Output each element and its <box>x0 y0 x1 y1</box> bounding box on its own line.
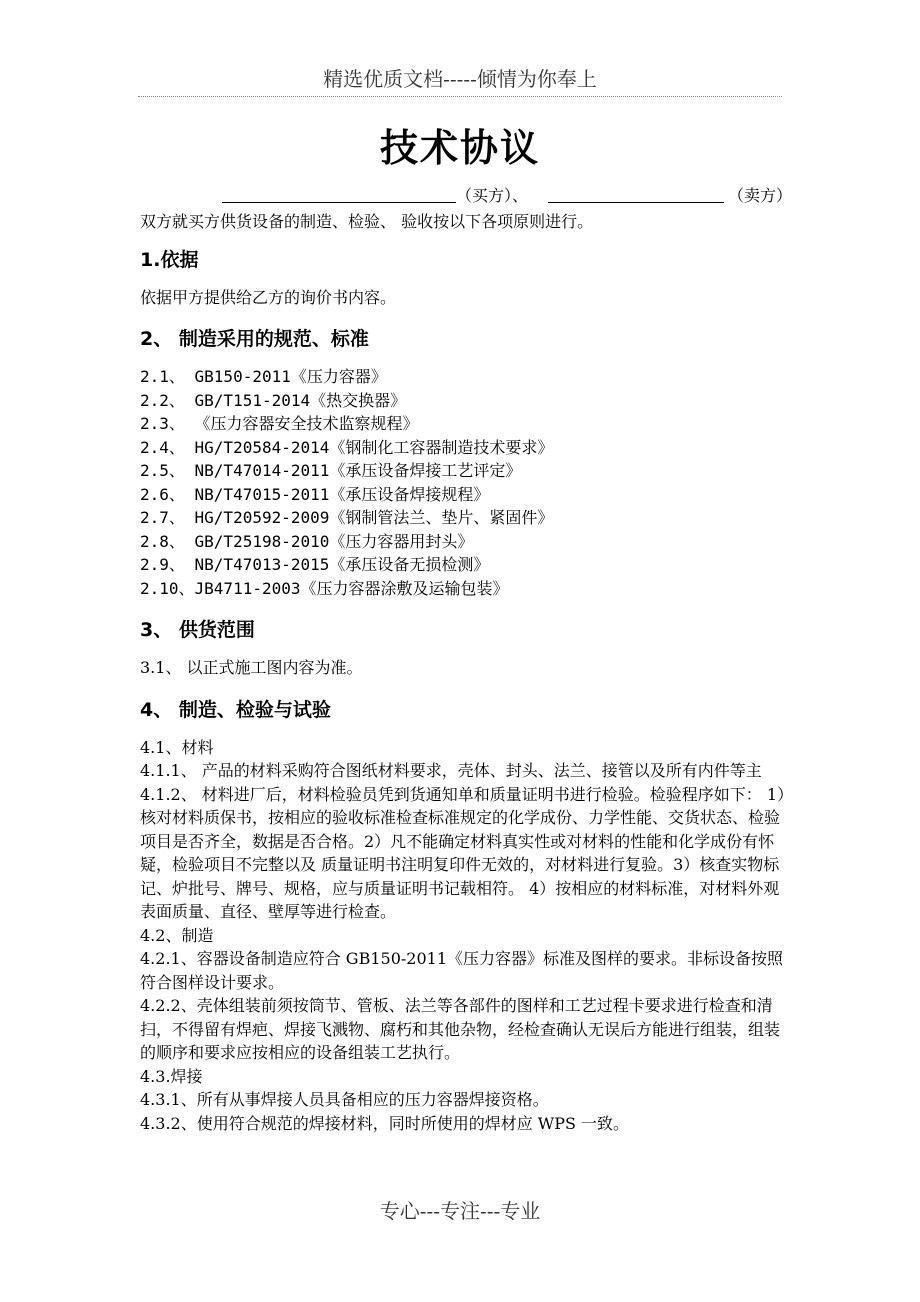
standard-item: 2.2、 GB/T151-2014《热交换器》 <box>140 390 407 410</box>
standard-item: 2.3、 《压力容器安全技术监察规程》 <box>140 414 419 433</box>
page-footer: 专心---专注---专业 <box>379 1199 541 1223</box>
section-4-line: 4.2、制造 <box>140 925 214 945</box>
parties-line <box>140 180 793 210</box>
document-title: 技术协议 <box>379 125 540 170</box>
header-divider <box>138 96 782 97</box>
section-1-text: 依据甲方提供给乙方的询价书内容。 <box>140 287 397 307</box>
section-4-line: 4.3.焊接 <box>140 1066 203 1086</box>
standard-item: 2.7、 HG/T20592-2009《钢制管法兰、垫片、紧固件》 <box>140 508 554 527</box>
standards-list <box>140 365 790 600</box>
standard-item: 2.9、 NB/T47013-2015《承压设备无损检测》 <box>140 555 490 574</box>
section-4-line: 4.3.2、使用符合规范的焊接材料，同时所使用的焊材应 WPS 一致。 <box>140 1113 630 1133</box>
seller-name-blank <box>548 202 724 203</box>
section-4-line: 4.1、材料 <box>140 737 214 757</box>
standard-item: 2.5、 NB/T47014-2011《承压设备焊接工艺评定》 <box>140 461 522 480</box>
standard-item: 2.1、 GB150-2011《压力容器》 <box>140 367 387 386</box>
section-2-heading: 2、 制造采用的规范、标准 <box>140 328 369 350</box>
section-4-line: 4.1.1、 产品的材料采购符合图纸材料要求，壳体、封头、法兰、接管以及所有内件等主 <box>140 761 762 780</box>
section-3-heading: 3、 供货范围 <box>140 619 255 641</box>
section-1-heading: 1.依据 <box>140 248 199 271</box>
section-4-line: 4.3.1、所有从事焊接人员具备相应的压力容器焊接资格。 <box>140 1090 549 1109</box>
section-3-text: 3.1、 以正式施工图内容为准。 <box>140 658 363 677</box>
buyer-label: （买方）、 <box>456 186 529 205</box>
standard-item: 2.6、 NB/T47015-2011《承压设备焊接规程》 <box>140 484 490 504</box>
buyer-name-blank <box>222 202 456 203</box>
standard-item: 2.4、 HG/T20584-2014《钢制化工容器制造技术要求》 <box>140 437 554 457</box>
standard-item: 2.10、JB4711-2003《压力容器涂敷及运输包装》 <box>140 578 509 598</box>
document-body <box>140 180 793 1135</box>
seller-label: （卖方） <box>728 186 793 205</box>
section-4-heading: 4、 制造、检验与试验 <box>140 698 331 721</box>
section-4-line: 4.1.2、 材料进厂后，材料检验员凭到货通知单和质量证明书进行检验。检验程序如下： 1）核对材料质保书，按相应的验收标准检查标准规定的化学成份、力学性能、交货状态、检验项目是否齐全，数据是否合格。2）凡不能确定材料真实性或对材料的性能和化学成份有怀疑，检验项目不完整以及 质量证明书注明复印件无效的，对材料进行复验。3）核查实物标记、炉批号、牌号、规格，应与质量证明书记载相符。 4）按相应的材料标准，对材料外观表面质量、直径、壁厚等进行检查。 <box>140 784 786 921</box>
intro-text: 双方就买方供货设备的制造、检验、 验收按以下各项原则进行。 <box>140 212 594 231</box>
standard-item: 2.8、 GB/T25198-2010《压力容器用封头》 <box>140 531 474 551</box>
page-header: 精选优质文档-----倾情为你奉上 <box>323 67 597 91</box>
section-4-line: 4.2.2、壳体组装前须按筒节、管板、法兰等各部件的图样和工艺过程卡要求进行检查和清扫，不得留有焊疤、焊接飞溅物、腐朽和其他杂物，经检查确认无误后方能进行组装，组装的顺序和要求应按相应的设备组装工艺执行。 <box>140 996 781 1062</box>
section-4-line: 4.2.1、容器设备制造应符合 GB150-2011《压力容器》标准及图样的要求。非标设备按照符合图样设计要求。 <box>140 949 784 992</box>
